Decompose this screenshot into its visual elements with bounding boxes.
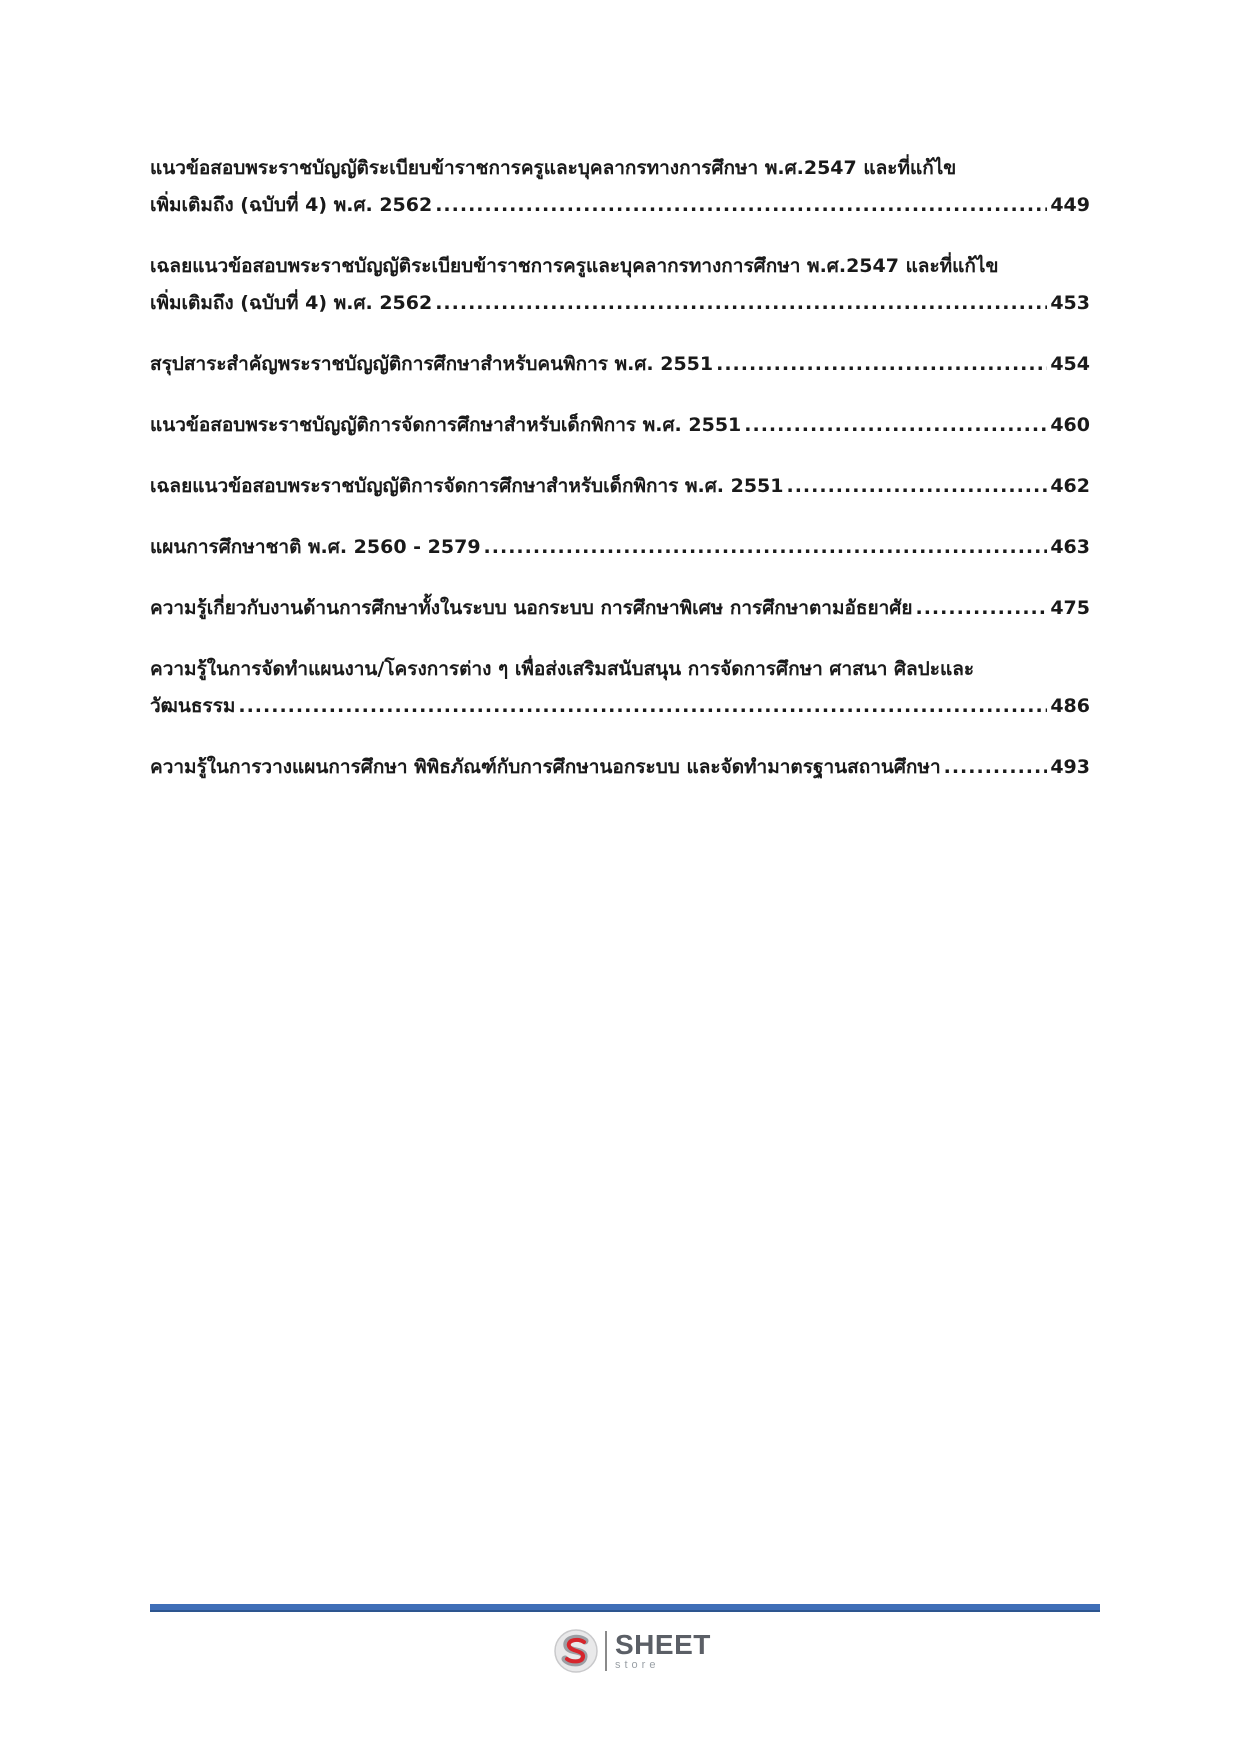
- toc-entry-title: เพิ่มเติมถึง (ฉบับที่ 4) พ.ศ. 2562: [150, 194, 433, 216]
- toc-entry[interactable]: [150, 749, 1090, 786]
- toc-entry-title: ความรู้เกี่ยวกับงานด้านการศึกษาทั้งในระบบ นอกระบบ การศึกษาพิเศษ การศึกษาตามอัธยาศัย: [150, 597, 913, 619]
- toc-entry-title: สรุปสาระสำคัญพระราชบัญญัติการศึกษาสำหรับคนพิการ พ.ศ. 2551: [150, 353, 714, 375]
- toc-entry-title: เฉลยแนวข้อสอบพระราชบัญญัติการจัดการศึกษาสำหรับเด็กพิการ พ.ศ. 2551: [150, 475, 784, 497]
- dot-leader: [744, 407, 1047, 444]
- brand-wordmark: [615, 1631, 711, 1671]
- toc-entry-page: 463: [1050, 536, 1090, 558]
- dot-leader: [716, 346, 1047, 383]
- dot-leader: [435, 285, 1047, 322]
- brand-subtitle: store: [615, 1659, 660, 1671]
- toc-entry-page: 449: [1050, 194, 1090, 216]
- brand-name: SHEET: [615, 1629, 711, 1660]
- toc-entry-title: ความรู้ในการวางแผนการศึกษา พิพิธภัณฑ์กับการศึกษานอกระบบ และจัดทำมาตรฐานสถานศึกษา: [150, 756, 941, 778]
- toc-entry-page: 460: [1050, 414, 1090, 436]
- toc-entry-title: วัฒนธรรม: [150, 695, 236, 717]
- toc-entry-page: 462: [1050, 475, 1090, 497]
- table-of-contents: [150, 150, 1090, 810]
- footer-divider-bar: [150, 1604, 1100, 1612]
- toc-entry[interactable]: [150, 590, 1090, 627]
- dot-leader: [238, 688, 1047, 725]
- toc-entry-page: 453: [1050, 292, 1090, 314]
- toc-entry-title-line1: ความรู้ในการจัดทำแผนงาน/โครงการต่าง ๆ เพื่อส่งเสริมสนับสนุน การจัดการศึกษา ศาสนา ศิลปะและ: [150, 658, 975, 680]
- toc-entry-page: 454: [1050, 353, 1090, 375]
- toc-entry[interactable]: [150, 651, 1090, 725]
- toc-entry-title-line1: เฉลยแนวข้อสอบพระราชบัญญัติระเบียบข้าราชการครูและบุคลากรทางการศึกษา พ.ศ.2547 และที่แก้ไข: [150, 255, 999, 277]
- toc-entry-title: เพิ่มเติมถึง (ฉบับที่ 4) พ.ศ. 2562: [150, 292, 433, 314]
- dot-leader: [786, 468, 1047, 505]
- toc-entry-title: แผนการศึกษาชาติ พ.ศ. 2560 - 2579: [150, 536, 481, 558]
- dot-leader: [435, 187, 1047, 224]
- dot-leader: [484, 529, 1048, 566]
- toc-entry-title: แนวข้อสอบพระราชบัญญัติการจัดการศึกษาสำหรับเด็กพิการ พ.ศ. 2551: [150, 414, 742, 436]
- toc-entry[interactable]: [150, 150, 1090, 224]
- sheet-store-s-logo-icon: [553, 1628, 599, 1674]
- logo-separator: [605, 1631, 607, 1671]
- toc-entry-page: 475: [1050, 597, 1090, 619]
- toc-entry[interactable]: [150, 407, 1090, 444]
- toc-entry-page: 493: [1050, 756, 1090, 778]
- toc-entry[interactable]: [150, 346, 1090, 383]
- dot-leader: [916, 590, 1048, 627]
- toc-entry[interactable]: [150, 248, 1090, 322]
- sheet-store-logo: [553, 1628, 711, 1674]
- toc-entry[interactable]: [150, 468, 1090, 505]
- toc-entry-page: 486: [1050, 695, 1090, 717]
- toc-entry-title-line1: แนวข้อสอบพระราชบัญญัติระเบียบข้าราชการครูและบุคลากรทางการศึกษา พ.ศ.2547 และที่แก้ไข: [150, 157, 957, 179]
- dot-leader: [944, 749, 1048, 786]
- toc-entry[interactable]: [150, 529, 1090, 566]
